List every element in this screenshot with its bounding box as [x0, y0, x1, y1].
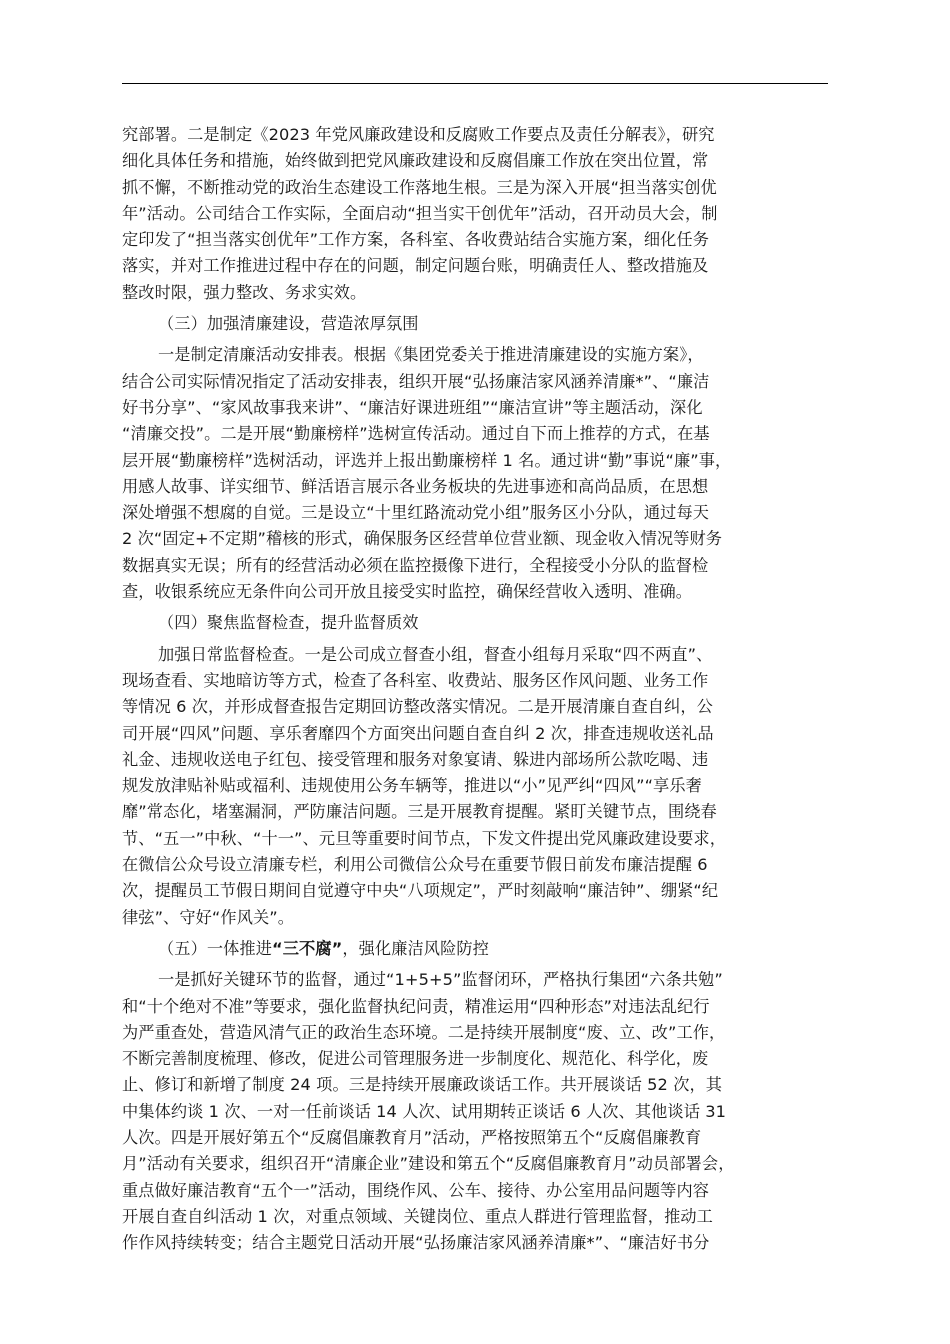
text-line: 层开展“勤廉榜样”选树活动，评选并上报出勤廉榜样 1 名。通过讲“勤”事说“廉”事，: [122, 450, 732, 470]
text-line: 司开展“四风”问题、享乐奢靡四个方面突出问题自查自纠 2 次，排查违规收送礼品: [122, 723, 714, 743]
text-line: 数据真实无误；所有的经营活动必须在监控摄像下进行，全程接受小分队的监督检: [122, 555, 709, 575]
text-line: 年”活动。公司结合工作实际，全面启动“担当实干创优年”活动，召开动员大会，制: [122, 203, 718, 223]
header-rule: [122, 83, 828, 84]
text-line: 深处增强不想腐的自觉。三是设立“十里红路流动党小组”服务区小分队，通过每天: [122, 503, 710, 523]
text-line: 人次。四是开展好第五个“反腐倡廉教育月”活动，严格按照第五个“反腐倡廉教育: [122, 1127, 702, 1147]
text-line: 好书分享”、“家风故事我来讲”、“廉洁好课进班组”“廉洁宣讲”等主题活动，深化: [122, 397, 703, 417]
text-line: 细化具体任务和措施，始终做到把党风廉政建设和反腐倡廉工作放在突出位置，常: [122, 151, 709, 171]
text-line: 定印发了“担当落实创优年”工作方案，各科室、各收费站结合实施方案，细化任务: [122, 230, 710, 250]
text-line: 一是制定清廉活动安排表。根据《集团党委关于推进清廉建设的实施方案》，: [158, 345, 704, 365]
text-line: 究部署。二是制定《2023 年党风廉政建设和反腐败工作要点及责任分解表》，研究: [122, 125, 715, 144]
text-line: 现场查看、实地暗访等方式，检查了各科室、收费站、服务区作风问题、业务工作: [122, 670, 709, 690]
text-line: 在微信公众号设立清廉专栏，利用公司微信公众号在重要节假日前发布廉洁提醒 6: [122, 855, 708, 875]
heading-emphasis: “三不腐”: [272, 938, 343, 958]
text-line: 不断完善制度梳理、修改，促进公司管理服务进一步制度化、规范化、科学化，废: [122, 1049, 709, 1069]
text-line: 规发放津贴补贴或福利、违规使用公务车辆等，推进以“小”见严纠“四风”“享乐奢: [122, 776, 702, 796]
text-line: 重点做好廉洁教育“五个一”活动，围绕作风、公车、接待、办公室用品问题等内容: [122, 1180, 710, 1200]
heading-prefix: （五）一体推进: [158, 938, 273, 958]
text-line: “清廉交投”。二是开展“勤廉榜样”选树宣传活动。通过自下而上推荐的方式，在基: [122, 424, 710, 444]
text-line: 和“十个绝对不准”等要求，强化监督执纪问责，精准运用“四种形态”对违法乱纪行: [122, 996, 710, 1016]
text-line: 靡”常态化，堵塞漏洞，严防廉洁问题。三是开展教育提醒。紧盯关键节点，围绕春: [122, 802, 717, 822]
text-line: 中集体约谈 1 次、一对一任前谈话 14 人次、试用期转正谈话 6 人次、其他谈话 31: [122, 1101, 727, 1121]
text-line: 2 次“固定+不定期”稽核的形式，确保服务区经营单位营业额、现金收入情况等财务: [122, 529, 723, 549]
text-line: 止、修订和新增了制度 24 项。三是持续开展廉政谈话工作。共开展谈话 52 次，其: [122, 1075, 723, 1095]
text-line: 作作风持续转变；结合主题党日活动开展“弘扬廉洁家风涵养清廉*”、“廉洁好书分: [122, 1233, 710, 1253]
text-line: 礼金、违规收送电子红包、接受管理和服务对象宴请、躲进内部场所公款吃喝、违: [122, 749, 709, 769]
text-line: 加强日常监督检查。一是公司成立督查小组，督查小组每月采取“四不两直”、: [158, 644, 713, 664]
document-body: [122, 122, 834, 1256]
text-line: 结合公司实际情况指定了活动安排表，组织开展“弘扬廉洁家风涵养清廉*”、“廉洁: [122, 371, 710, 391]
text-line: 为严重查处，营造风清气正的政治生态环境。二是持续开展制度“废、立、改”工作，: [122, 1022, 726, 1042]
text-line: 开展自查自纠活动 1 次，对重点领域、关键岗位、重点人群进行管理监督，推动工: [122, 1206, 713, 1226]
section-heading-5: [122, 936, 834, 962]
section-heading-4: （四）聚焦监督检查，提升监督质效: [158, 613, 419, 633]
heading-suffix: ，强化廉洁风险防控: [342, 938, 489, 958]
text-line: 用感人故事、详实细节、鲜活语言展示各业务板块的先进事迹和高尚品质，在思想: [122, 476, 709, 496]
text-line: 一是抓好关键环节的监督，通过“1+5+5”监督闭环，严格执行集团“六条共勉”: [158, 970, 723, 990]
paragraph-section3: [122, 342, 834, 605]
text-line: 查，收银系统应无条件向公司开放且接受实时监控，确保经营收入透明、准确。: [122, 582, 693, 602]
text-line: 节、“五一”中秋、“十一”、元旦等重要时间节点，下发文件提出党风廉政建设要求，: [122, 828, 727, 848]
text-line: 等情况 6 次，并形成督查报告定期回访整改落实情况。二是开展清廉自查自纠，公: [122, 697, 713, 717]
section-heading-3: （三）加强清廉建设，营造浓厚氛围: [158, 314, 419, 334]
paragraph-section4: [122, 642, 834, 931]
text-line: 律弦”、守好“作风关”。: [122, 907, 295, 927]
text-line: 次，提醒员工节假日期间自觉遵守中央“八项规定”，严时刻敲响“廉洁钟”、绷紧“纪: [122, 881, 719, 901]
text-line: 落实，并对工作推进过程中存在的问题，制定问题台账，明确责任人、整改措施及: [122, 256, 709, 276]
text-line: 月”活动有关要求，组织召开“清廉企业”建设和第五个“反腐倡廉教育月”动员部署会，: [122, 1154, 735, 1174]
paragraph-section2-tail: [122, 122, 834, 306]
text-line: 整改时限，强力整改、务求实效。: [122, 282, 367, 302]
text-line: 抓不懈，不断推动党的政治生态建设工作落地生根。三是为深入开展“担当落实创优: [122, 177, 717, 197]
paragraph-section5: [122, 967, 834, 1256]
